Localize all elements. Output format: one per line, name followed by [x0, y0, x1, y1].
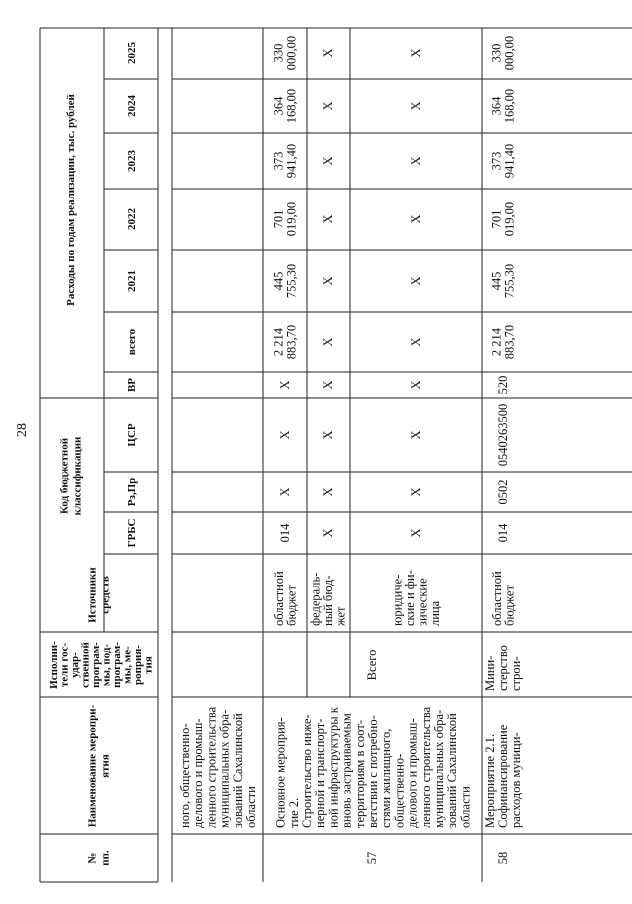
row57-name-line: общественно- — [392, 753, 407, 828]
row58-y2024-line: 168,00 — [502, 88, 517, 124]
row57-sub1-y2021-line: 755,30 — [284, 263, 299, 299]
row57-sub3-y2021-line: X — [409, 276, 423, 286]
row57-sub1-y2025-line: 000,00 — [284, 35, 299, 71]
row57-sub1-y2023-line: 373 — [271, 151, 286, 171]
row57-sub2-grbs-line: X — [321, 528, 335, 538]
header-row-num — [87, 850, 112, 866]
row57-sub3-rzpr — [409, 487, 423, 496]
row57-name-line: территориям в соот- — [352, 719, 367, 828]
row57-sub3-source-line: юридиче- — [390, 574, 405, 626]
header-executors-line: Исполни- — [47, 641, 60, 689]
row57-sub1-y2024-line: 168,00 — [284, 88, 299, 124]
row58-name-line: расходов муници- — [509, 732, 524, 828]
row58-rzpr-line: 0502 — [496, 479, 510, 505]
header-rzpr-line: Рз,Пр — [126, 477, 138, 507]
header-2021-line: 2021 — [126, 270, 138, 292]
header-grbs-line: ГРБС — [126, 518, 138, 548]
header-executors — [48, 641, 155, 689]
row57-sub1-source-line: бюджет — [284, 585, 299, 626]
header-executors-line: удар- — [68, 652, 81, 678]
row57-sub3-y2023 — [409, 156, 423, 165]
header-2022-line: 2022 — [126, 208, 138, 230]
row57-sub1-total-line: 883,70 — [284, 324, 299, 360]
header-budget-code-group-line: Код бюджетной — [58, 437, 71, 515]
row57-sub1-y2023-line: 941,40 — [284, 143, 299, 179]
row57-name — [274, 706, 473, 828]
row57-sub3-csr-line: X — [409, 430, 423, 440]
row57-sub3-source-line: ские и фи- — [402, 570, 417, 626]
row57-name-line: ветствии с потребно- — [366, 715, 380, 828]
header-executors-line: мы, под- — [100, 643, 113, 687]
row57-name-line: ленного строительства — [418, 706, 433, 828]
row57-sub2-y2023-line: X — [321, 156, 335, 166]
row57-sub1-rzpr — [278, 487, 292, 496]
header-event-name-line: ятия — [99, 754, 112, 778]
row58-total-line: 2 214 — [489, 327, 504, 357]
row57-sub1-source — [272, 571, 299, 626]
row57-sub1-total-line: 2 214 — [271, 327, 286, 357]
row57-executor — [365, 650, 379, 681]
row57-sub1-y2023 — [271, 144, 298, 178]
row57-sub1-y2022-line: 701 — [271, 209, 286, 229]
row57-sub3-source — [390, 570, 442, 626]
row57-sub2-y2024 — [321, 101, 335, 110]
header-vr — [126, 378, 138, 392]
row57-sub3-y2023-line: X — [409, 156, 423, 166]
header-csr — [126, 423, 138, 447]
row57-sub3-total — [409, 337, 423, 346]
header-row-num-line: пп. — [99, 850, 112, 866]
header-budget-code-group — [59, 436, 84, 515]
row57-sub1-vr — [278, 380, 292, 389]
row57-sub1-y2025 — [271, 36, 298, 70]
row58-source — [490, 571, 517, 626]
row57-sub2-y2025-line: X — [321, 48, 335, 58]
row57-name-line: нерной и транспорт- — [313, 718, 328, 828]
header-2022 — [126, 208, 138, 231]
row57-sub2-csr-line: X — [321, 430, 335, 440]
row57-sub3-y2022 — [409, 214, 423, 223]
row58-vr-line: 520 — [496, 375, 510, 395]
row57-sub2-grbs — [321, 528, 335, 537]
header-total — [126, 328, 138, 355]
row58-y2021-line: 755,30 — [502, 263, 517, 299]
header-event-name-line: Наименование меропри- — [86, 704, 99, 828]
header-grbs — [126, 519, 138, 548]
header-2024 — [126, 95, 138, 118]
row57-sub1-y2022-line: 019,00 — [284, 201, 299, 237]
row58-grbs — [496, 523, 510, 543]
row57-name-line: тие 2. — [286, 797, 301, 828]
row57-sub2-y2022-line: X — [321, 214, 335, 224]
row58-source-line: областной — [489, 571, 504, 626]
header-executors-line: програм- — [89, 642, 102, 688]
row57-sub1-vr-line: X — [278, 380, 292, 390]
row57-sub2-rzpr — [321, 487, 335, 496]
header-vr-line: ВР — [126, 377, 138, 393]
row58-y2024 — [489, 89, 516, 123]
row58-name-line: Софинансирование — [496, 724, 510, 828]
header-expenses-group — [65, 93, 77, 305]
header-budget-code-group-line: классификации — [71, 436, 84, 516]
row57-sub2-source-line: ный бюд- — [321, 575, 335, 626]
row58-y2023-line: 941,40 — [502, 143, 517, 179]
row57-name-line: области — [458, 786, 473, 828]
row57-sub2-y2024-line: X — [321, 101, 335, 111]
row57-sub3-y2024-line: X — [409, 101, 423, 111]
row58-y2025-line: 330 — [489, 43, 504, 63]
cont-row-name — [178, 706, 258, 828]
row58-total — [489, 325, 516, 359]
header-executors-line: роприя- — [131, 644, 144, 686]
cont-row-name-line: муниципальных обра- — [217, 709, 232, 828]
header-sources — [87, 567, 112, 623]
row58-grbs-line: 014 — [496, 523, 510, 543]
cont-row-name-line: ного, общественно- — [178, 723, 192, 828]
row58-executor — [483, 645, 523, 691]
row57-sub1-grbs — [278, 523, 292, 543]
row57-sub2-rzpr-line: X — [321, 487, 335, 497]
header-sources-line: Источники — [86, 567, 99, 623]
row57-sub1-csr-line: X — [278, 430, 292, 440]
header-executors-line: програм- — [110, 642, 123, 688]
row58-num — [496, 852, 510, 865]
row57-sub1-y2021 — [271, 264, 298, 298]
row57-sub2-y2021 — [321, 276, 335, 285]
cont-row-name-line: делового и промыш- — [191, 718, 206, 828]
header-executors-line: мы, ме- — [121, 646, 134, 684]
row57-sub3-csr — [409, 430, 423, 439]
row57-sub3-y2025 — [409, 48, 423, 57]
header-executors-line: тия — [142, 656, 155, 674]
row57-sub2-vr — [321, 380, 335, 389]
row58-y2023-line: 373 — [489, 151, 504, 171]
row58-vr — [496, 376, 510, 395]
row57-sub1-y2024 — [271, 89, 298, 123]
header-row-num-line: № — [86, 852, 99, 864]
row58-name — [483, 724, 523, 828]
row57-name-line: стями жилищного, — [379, 728, 394, 828]
row57-sub2-y2021-line: X — [321, 276, 335, 286]
header-2021 — [126, 270, 138, 292]
row57-sub2-source-line: жет — [333, 606, 348, 626]
row57-num — [365, 852, 379, 865]
row57-sub2-source-line: федераль- — [308, 572, 323, 626]
row57-sub3-y2022-line: X — [409, 214, 423, 224]
row58-y2022-line: 019,00 — [502, 201, 517, 237]
row58-y2022 — [489, 202, 516, 236]
row57-name-line: Основное мероприя- — [273, 717, 288, 828]
row57-sub1-y2022 — [271, 202, 298, 236]
cont-row-name-line: ленного строительства — [204, 706, 219, 828]
row57-name-line: Строительство инже- — [300, 714, 314, 828]
row57-sub2-y2025 — [321, 48, 335, 57]
header-executors-line: ственной — [79, 642, 92, 688]
row58-y2021 — [489, 264, 516, 298]
row58-executor-line: строи- — [509, 656, 524, 691]
row57-sub3-vr — [409, 380, 423, 389]
row58-source-line: бюджет — [502, 585, 517, 626]
row57-name-line: ной инфраструктуры к — [326, 707, 341, 828]
row57-sub3-rzpr-line: X — [409, 487, 423, 497]
row57-sub1-y2021-line: 445 — [271, 271, 286, 291]
row58-executor-line: Мини- — [482, 655, 497, 691]
header-expenses-group-line: Расходы по годам реализации, тыс. рублей — [65, 94, 77, 306]
cont-row-name-line: области — [244, 786, 258, 828]
header-sources-line: средств — [99, 576, 112, 614]
header-executors-line: тели гос- — [58, 642, 71, 688]
header-total-line: всего — [126, 328, 138, 356]
row58-y2021-line: 445 — [489, 271, 504, 291]
row58-num-line: 58 — [496, 851, 510, 865]
row57-sub3-grbs — [409, 528, 423, 537]
header-csr-line: ЦСР — [126, 423, 138, 447]
row58-csr — [496, 404, 510, 467]
row57-sub3-source-line: зические — [415, 578, 430, 626]
row57-name-line: вновь застраиваемым — [339, 713, 354, 828]
row57-executor-line: Всего — [365, 649, 379, 681]
row57-sub2-vr-line: X — [321, 380, 335, 390]
row57-sub3-grbs-line: X — [409, 528, 423, 538]
row57-name-line: делового и промыш- — [405, 718, 420, 828]
row58-y2025 — [489, 36, 516, 70]
row57-sub2-total — [321, 337, 335, 346]
header-2025-line: 2025 — [126, 42, 138, 64]
row57-sub2-y2023 — [321, 156, 335, 165]
row58-y2025-line: 000,00 — [502, 35, 517, 71]
row57-sub3-source-line: лица — [427, 600, 442, 626]
header-2023 — [126, 150, 138, 173]
row57-sub1-rzpr-line: X — [278, 487, 292, 497]
row57-sub2-total-line: X — [321, 337, 335, 347]
row57-sub3-y2024 — [409, 101, 423, 110]
header-2025 — [126, 42, 138, 65]
row57-sub2-source — [309, 573, 348, 627]
row57-sub3-y2021 — [409, 276, 423, 285]
row57-sub2-y2022 — [321, 214, 335, 223]
row58-y2023 — [489, 144, 516, 178]
row58-csr-line: 0540263500 — [496, 403, 510, 467]
row58-executor-line: стерство — [496, 645, 510, 691]
row57-sub1-grbs-line: 014 — [278, 523, 292, 543]
row57-sub1-y2024-line: 364 — [271, 96, 286, 116]
row57-name-line: муниципальных обра- — [432, 709, 446, 828]
row57-sub1-total — [271, 325, 298, 359]
header-event-name — [87, 704, 112, 827]
header-2023-line: 2023 — [126, 150, 138, 172]
page-number: 28 — [15, 423, 30, 437]
row57-num-line: 57 — [365, 851, 379, 865]
header-2024-line: 2024 — [126, 95, 138, 117]
row57-sub1-csr — [278, 430, 292, 439]
cont-row-name-line: зований Сахалинской — [230, 713, 245, 828]
row58-y2024-line: 364 — [489, 96, 504, 116]
row57-name-line: зований Сахалинской — [445, 713, 460, 828]
row57-sub1-source-line: областной — [271, 571, 286, 626]
row57-sub3-total-line: X — [409, 337, 423, 347]
row57-sub2-csr — [321, 430, 335, 439]
row57-sub1-y2025-line: 330 — [271, 43, 286, 63]
header-rzpr — [126, 478, 138, 507]
row58-y2022-line: 701 — [489, 209, 504, 229]
row58-rzpr — [496, 480, 510, 505]
row57-sub3-y2025-line: X — [409, 48, 423, 58]
row58-total-line: 883,70 — [502, 324, 517, 360]
row58-name-line: Мероприятие 2.1. — [482, 734, 497, 828]
row57-sub3-vr-line: X — [409, 380, 423, 390]
